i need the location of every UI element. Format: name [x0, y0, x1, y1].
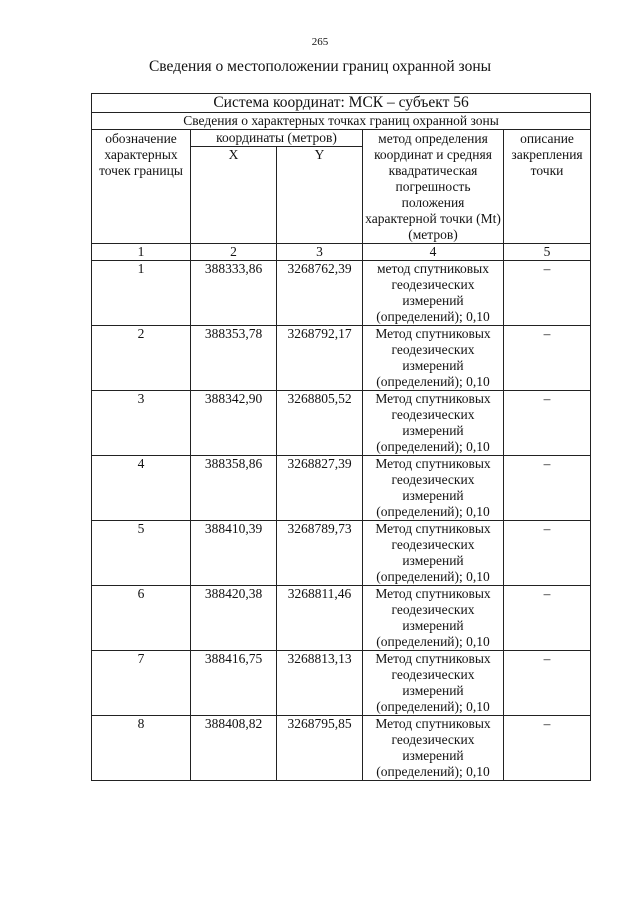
point-method: Метод спутниковых геодезических измерений (определений); 0,10 [363, 456, 504, 521]
point-x: 388408,82 [191, 716, 277, 781]
point-x: 388333,86 [191, 261, 277, 326]
column-number: 5 [504, 244, 591, 261]
boundary-points-table [91, 93, 591, 781]
point-fixing: – [504, 391, 591, 456]
point-fixing: – [504, 651, 591, 716]
column-number: 4 [363, 244, 504, 261]
point-y: 3268805,52 [277, 391, 363, 456]
table-row [92, 586, 591, 651]
point-y: 3268792,17 [277, 326, 363, 391]
header-y: Y [277, 147, 363, 244]
page-number: 265 [311, 36, 329, 48]
point-x: 388358,86 [191, 456, 277, 521]
point-y: 3268762,39 [277, 261, 363, 326]
point-y: 3268789,73 [277, 521, 363, 586]
document-title: Сведения о местоположении границ охранной зоны [148, 58, 492, 75]
coord-system-caption: Система координат: МСК – субъект 56 [92, 94, 591, 113]
table-row [92, 261, 591, 326]
table-row [92, 521, 591, 586]
point-method: Метод спутниковых геодезических измерений (определений); 0,10 [363, 521, 504, 586]
column-number: 3 [277, 244, 363, 261]
point-id: 3 [92, 391, 191, 456]
point-method: метод спутниковых геодезических измерений (определений); 0,10 [363, 261, 504, 326]
point-method: Метод спутниковых геодезических измерений (определений); 0,10 [363, 651, 504, 716]
point-x: 388410,39 [191, 521, 277, 586]
point-fixing: – [504, 326, 591, 391]
point-method: Метод спутниковых геодезических измерений (определений); 0,10 [363, 716, 504, 781]
point-fixing: – [504, 586, 591, 651]
point-x: 388416,75 [191, 651, 277, 716]
point-y: 3268811,46 [277, 586, 363, 651]
points-caption: Сведения о характерных точках границ охранной зоны [92, 113, 591, 130]
point-method: Метод спутниковых геодезических измерений (определений); 0,10 [363, 586, 504, 651]
point-fixing: – [504, 521, 591, 586]
column-number: 1 [92, 244, 191, 261]
point-id: 1 [92, 261, 191, 326]
point-method: Метод спутниковых геодезических измерений (определений); 0,10 [363, 326, 504, 391]
table-row [92, 391, 591, 456]
point-y: 3268827,39 [277, 456, 363, 521]
column-number: 2 [191, 244, 277, 261]
header-coordinates: координаты (метров) [191, 130, 363, 147]
point-fixing: – [504, 261, 591, 326]
point-x: 388420,38 [191, 586, 277, 651]
table-row [92, 651, 591, 716]
point-id: 2 [92, 326, 191, 391]
point-y: 3268813,13 [277, 651, 363, 716]
point-x: 388342,90 [191, 391, 277, 456]
point-id: 5 [92, 521, 191, 586]
table-row [92, 716, 591, 781]
point-id: 8 [92, 716, 191, 781]
header-x: X [191, 147, 277, 244]
point-id: 6 [92, 586, 191, 651]
header-designation: обозначение характерных точек границы [92, 130, 191, 244]
header-fixing: описание закрепления точки [504, 130, 591, 244]
point-method: Метод спутниковых геодезических измерений (определений); 0,10 [363, 391, 504, 456]
point-fixing: – [504, 716, 591, 781]
point-id: 7 [92, 651, 191, 716]
point-id: 4 [92, 456, 191, 521]
point-y: 3268795,85 [277, 716, 363, 781]
point-fixing: – [504, 456, 591, 521]
table-row [92, 456, 591, 521]
point-x: 388353,78 [191, 326, 277, 391]
header-method: метод определения координат и средняя квадратическая погрешность положения характерной точки (Mt) (метров) [363, 130, 504, 244]
table-row [92, 326, 591, 391]
